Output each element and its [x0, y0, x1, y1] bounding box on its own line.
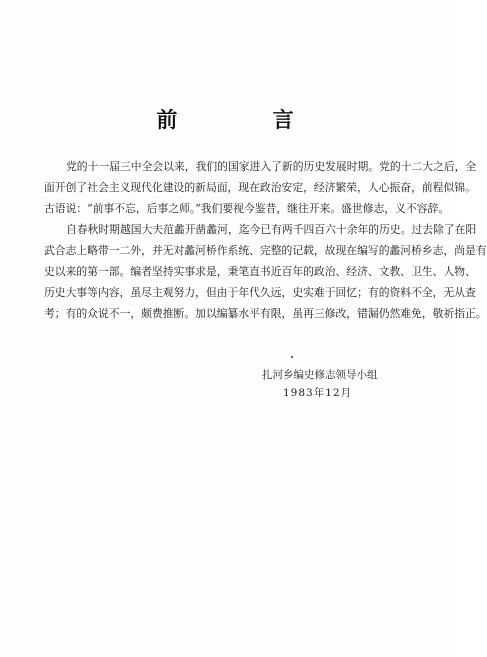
paragraph-2 — [44, 219, 487, 324]
signature-organization: 扎河乡编史修志领导小组 — [262, 369, 378, 381]
text-line: 党的十一届三中全会以来，我们的国家进入了新的历史发展时期。党的十二大之后，全 — [66, 160, 477, 173]
text-line: 自春秋时期越国大夫范蠡开凿蠡河，迄今已有两千四百六十余年的历史。过去除了在阳 — [66, 223, 477, 236]
text-line: 历史大事等内容，虽尽主观努力，但由于年代久远，史实难于回忆；有的资料不全，无从查 — [44, 286, 476, 299]
preface-body — [44, 156, 487, 324]
text-line: 古语说：“前事不忘，后事之师。”我们要视今鉴昔，继往开来。盛世修志，义不容辞。 — [44, 202, 450, 215]
text-line: 面开创了社会主义现代化建设的新局面，现在政治安定，经济繁荣，人心振奋，前程似锦。 — [44, 181, 476, 194]
text-line: 考；有的众说不一，颇费推断。加以编纂水平有限，虽再三修改，错漏仍然难免，敬祈指正。 — [44, 307, 487, 320]
paragraph-1 — [44, 156, 477, 219]
ink-speck — [291, 356, 293, 358]
signature-date: 1983年12月 — [283, 387, 353, 399]
text-line: 史以来的第一部。编者坚持实事求是，秉笔直书近百年的政治、经济、文教、卫生、人物、 — [44, 265, 476, 278]
page-title: 前 言 — [156, 107, 338, 132]
text-line: 武合志上略带一二外，并无对蠡河桥作系统、完整的记载，故现在编写的蠡河桥乡志，尚是有 — [44, 244, 487, 257]
